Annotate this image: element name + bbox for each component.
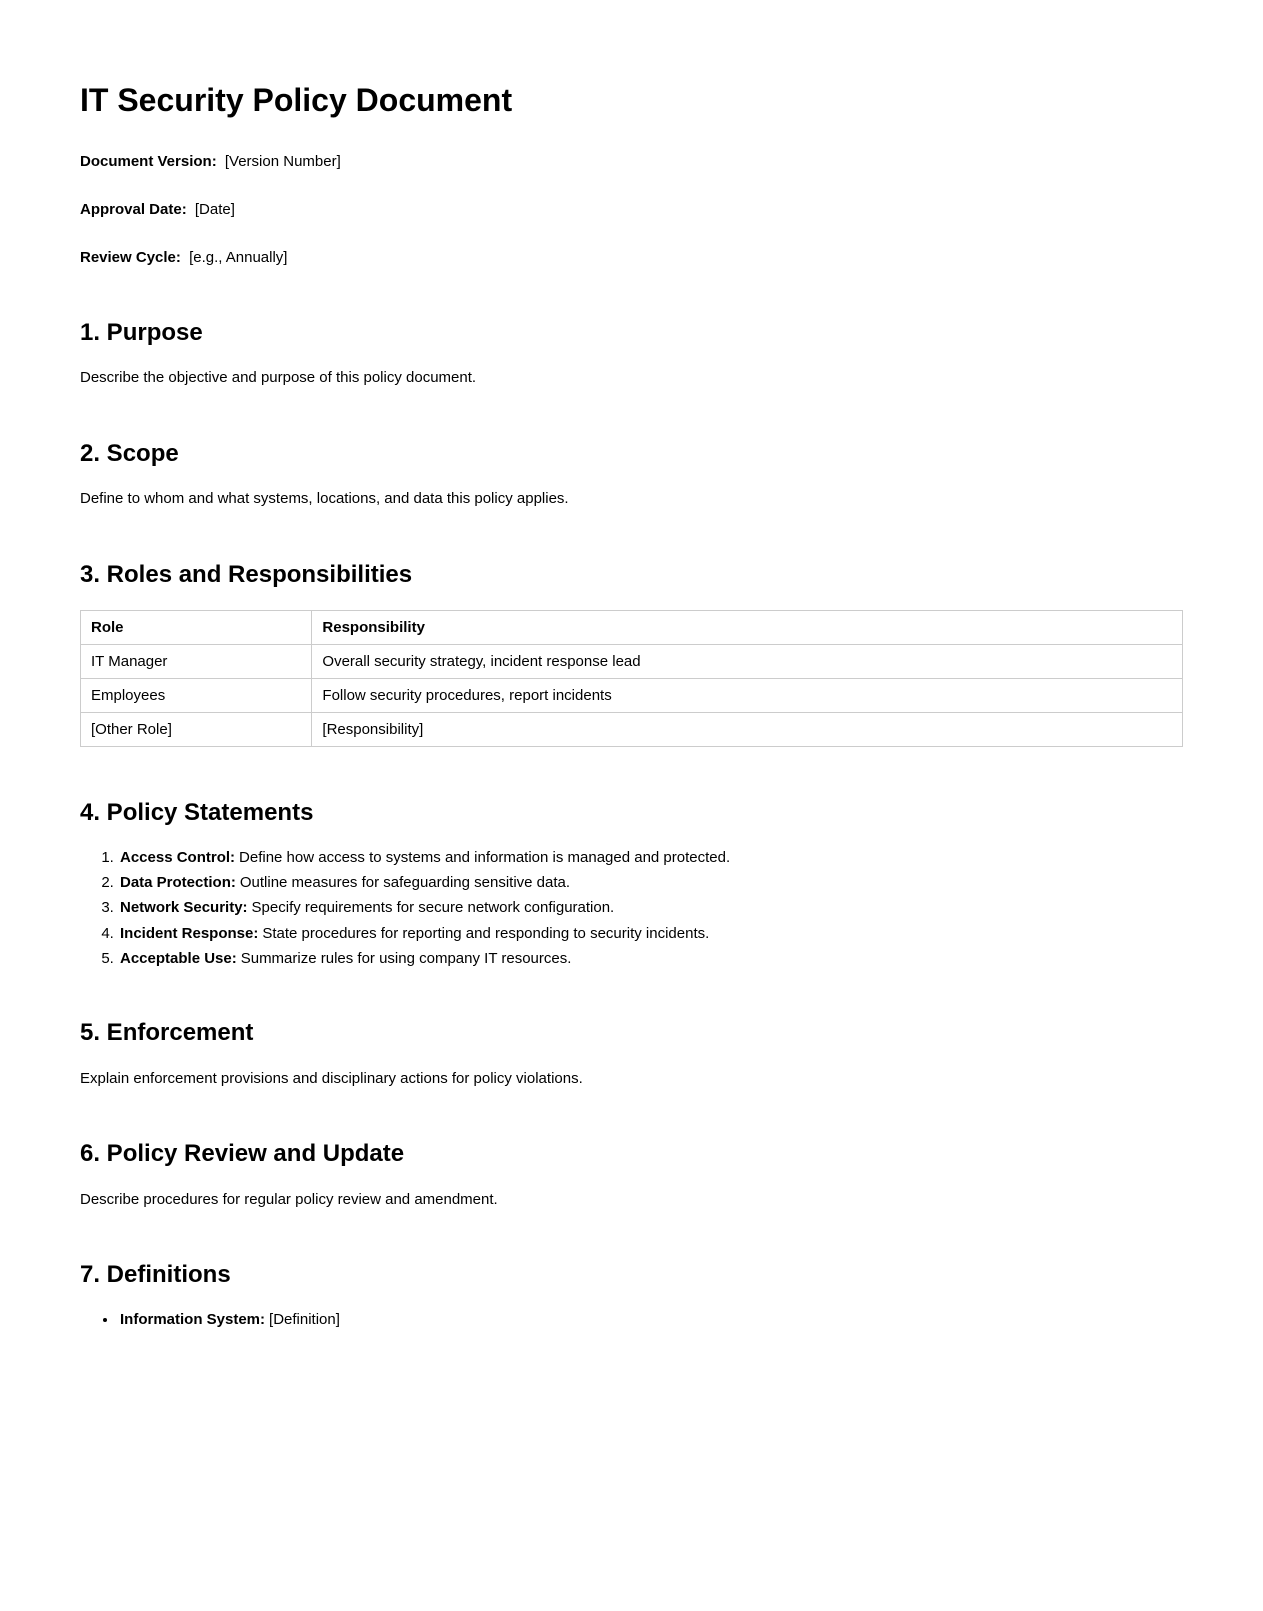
section-roles-heading: 3. Roles and Responsibilities [80, 560, 413, 588]
list-item [118, 874, 1183, 891]
list-item [118, 849, 1183, 866]
list-item-label: Access Control: [120, 848, 236, 866]
section-definitions [80, 1261, 1183, 1328]
section-policy-review-heading: 6. Policy Review and Update [80, 1140, 405, 1168]
section-scope-heading: 2. Scope [80, 439, 179, 467]
table-cell-responsibility: Overall security strategy, incident response lead [312, 645, 1183, 679]
list-item-text: State procedures for reporting and responding to security incidents. [262, 924, 710, 942]
section-purpose-body: Describe the objective and purpose of this policy document. [80, 369, 477, 387]
meta-approval-date [80, 201, 1183, 218]
section-purpose [80, 319, 1183, 388]
list-item [118, 899, 1183, 916]
list-item-label: Network Security: [120, 899, 248, 917]
meta-review-cycle [80, 249, 1183, 266]
meta-document-version [80, 153, 1183, 170]
section-policy-statements-heading: 4. Policy Statements [80, 799, 314, 827]
table-row [81, 713, 1183, 747]
definition-term: Information System: [120, 1310, 266, 1328]
section-policy-review-body: Describe procedures for regular policy review and amendment. [80, 1190, 498, 1208]
document-title: IT Security Policy Document [80, 82, 513, 118]
list-item-text: Summarize rules for using company IT resources. [240, 949, 572, 967]
policy-statements-list [80, 849, 1183, 967]
table-cell-role: [Other Role] [81, 713, 312, 747]
table-cell-role: Employees [81, 679, 312, 713]
list-item-label: Data Protection: [120, 874, 236, 892]
section-roles [80, 561, 1183, 748]
meta-review-cycle-value: [e.g., Annually] [189, 249, 288, 267]
definition-value: [Definition] [269, 1310, 340, 1328]
roles-table-header-responsibility: Responsibility [312, 611, 1183, 645]
roles-table [80, 610, 1183, 747]
section-enforcement [80, 1019, 1183, 1088]
table-cell-role: IT Manager [81, 645, 312, 679]
definitions-list [80, 1311, 1183, 1328]
list-item [118, 950, 1183, 967]
section-scope-body: Define to whom and what systems, locations, and data this policy applies. [80, 490, 569, 508]
table-cell-responsibility: [Responsibility] [312, 713, 1183, 747]
roles-table-header-row [81, 611, 1183, 645]
table-row [81, 645, 1183, 679]
list-item [118, 1311, 1183, 1328]
section-policy-review [80, 1140, 1183, 1209]
table-cell-responsibility: Follow security procedures, report incidents [312, 679, 1183, 713]
meta-review-cycle-label: Review Cycle: [80, 249, 181, 267]
meta-document-version-value: [Version Number] [224, 152, 341, 170]
list-item-text: Outline measures for safeguarding sensitive data. [239, 874, 571, 892]
section-policy-statements [80, 799, 1183, 967]
list-item [118, 925, 1183, 942]
list-item-text: Specify requirements for secure network configuration. [251, 899, 615, 917]
roles-table-header-role: Role [81, 611, 312, 645]
list-item-label: Acceptable Use: [120, 949, 237, 967]
list-item-label: Incident Response: [120, 924, 259, 942]
list-item-text: Define how access to systems and information is managed and protected. [239, 848, 731, 866]
section-purpose-heading: 1. Purpose [80, 318, 203, 346]
section-definitions-heading: 7. Definitions [80, 1261, 231, 1289]
meta-approval-date-value: [Date] [194, 201, 235, 219]
table-row [81, 679, 1183, 713]
section-enforcement-heading: 5. Enforcement [80, 1019, 254, 1047]
section-enforcement-body: Explain enforcement provisions and disciplinary actions for policy violations. [80, 1069, 583, 1087]
meta-document-version-label: Document Version: [80, 152, 217, 170]
meta-approval-date-label: Approval Date: [80, 201, 187, 219]
section-scope [80, 440, 1183, 509]
